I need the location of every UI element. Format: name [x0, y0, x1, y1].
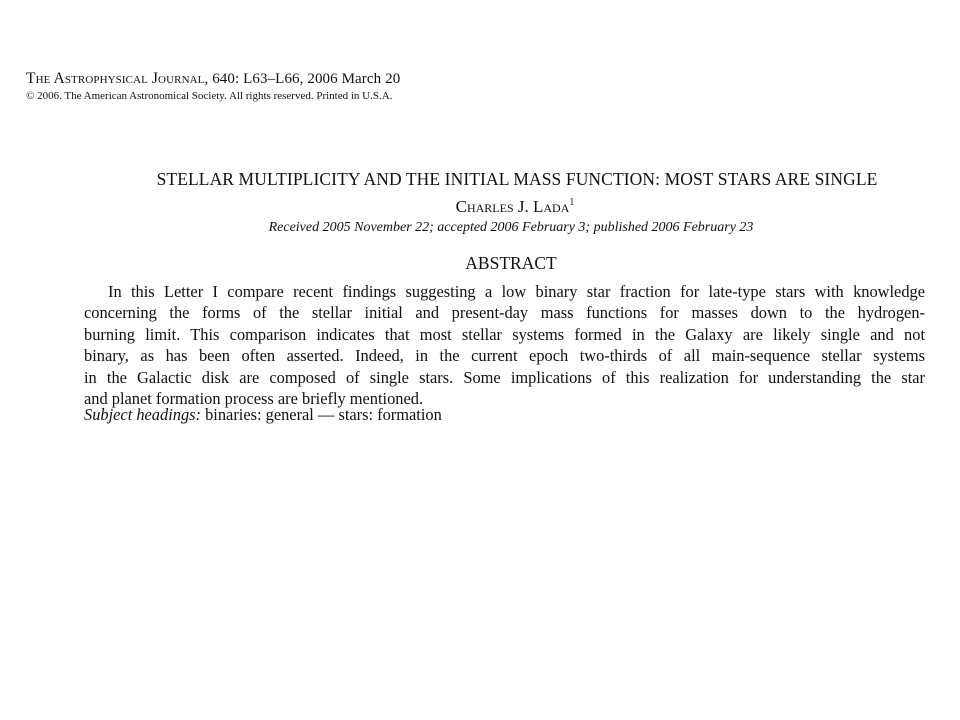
author-footnote-marker: 1 — [569, 197, 575, 208]
abstract-line: and planet formation process are briefly mentioned. — [84, 389, 424, 409]
journal-name: The Astrophysical Journal — [26, 70, 205, 87]
author-line — [0, 197, 960, 217]
abstract-text — [84, 281, 925, 409]
abstract-line: binary, as has been often asserted. Indeed, in the current epoch two-thirds of all main-sequence stellar systems — [84, 346, 925, 366]
copyright-notice: © 2006. The American Astronomical Society. All rights reserved. Printed in U.S.A. — [26, 90, 393, 102]
author-name: Charles J. Lada — [455, 197, 570, 216]
subject-headings — [84, 405, 442, 425]
article-title: STELLAR MULTIPLICITY AND THE INITIAL MASS FUNCTION: MOST STARS ARE SINGLE — [156, 169, 878, 189]
journal-volume-pages-date: , 640: L63–L66, 2006 March 20 — [204, 71, 401, 87]
subject-headings-label: Subject headings: — [84, 405, 201, 424]
abstract-heading: ABSTRACT — [465, 253, 557, 273]
abstract-line: burning limit. This comparison indicates that most stellar systems formed in the Galaxy are likely single and not — [84, 324, 925, 344]
abstract-line: concerning the forms of the stellar initial and present-day mass functions for masses down to the hydrogen- — [84, 303, 925, 323]
abstract-line: in the Galactic disk are composed of single stars. Some implications of this realization for understanding the star — [84, 367, 925, 387]
subject-headings-value: binaries: general — stars: formation — [205, 405, 442, 424]
publication-dates: Received 2005 November 22; accepted 2006 February 3; published 2006 February 23 — [268, 220, 754, 235]
abstract-line: In this Letter I compare recent findings suggesting a low binary star fraction for late-type stars with knowledge — [108, 282, 925, 301]
journal-citation — [26, 70, 400, 88]
